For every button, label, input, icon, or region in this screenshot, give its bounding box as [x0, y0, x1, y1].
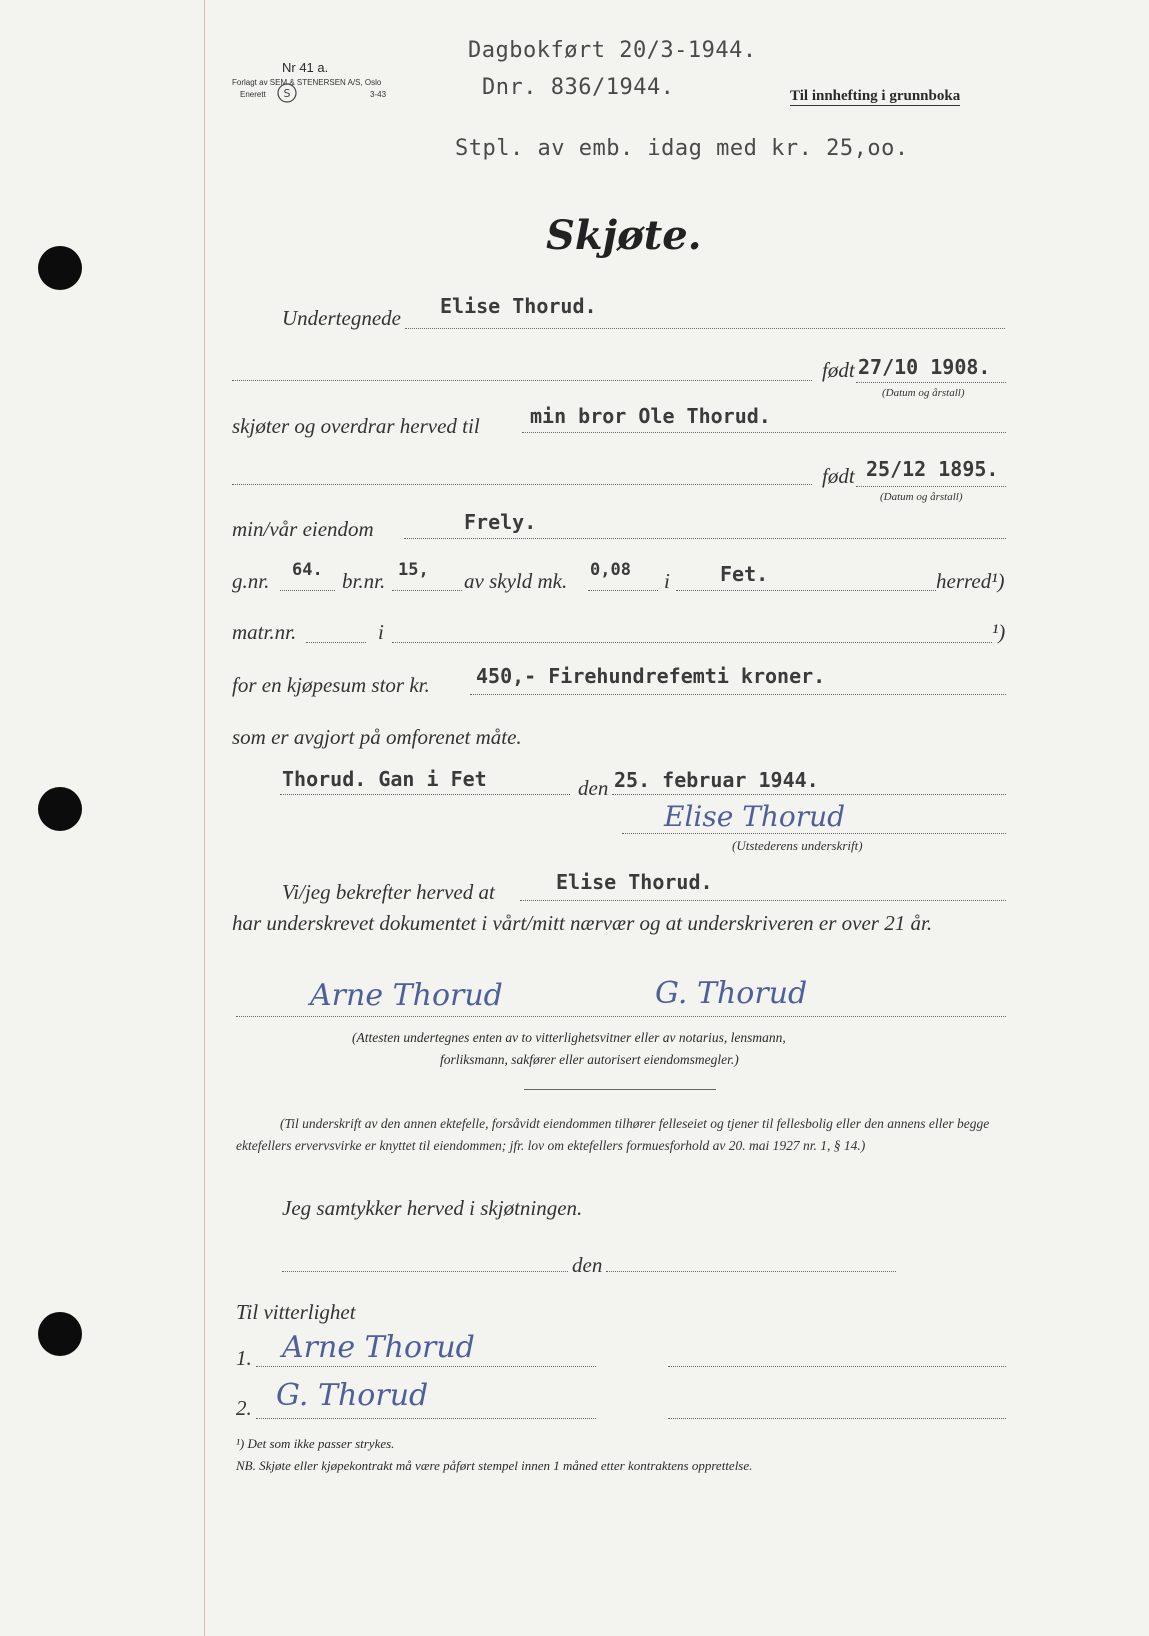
transfer-label: skjøter og overdrar herved til [232, 414, 480, 438]
buyer-birth-lead-line [232, 484, 812, 485]
buyer-line [522, 432, 1006, 433]
issuer-signature: Elise Thorud [664, 800, 846, 833]
confirm-text: har underskrevet dokumentet i vårt/mitt nærvær og at underskriveren er over 21 år. [232, 911, 933, 935]
publisher-enerett: Enerett [240, 90, 266, 99]
confirm-label: Vi/jeg bekrefter herved at [282, 880, 495, 904]
eiendom-label: min/vår eiendom [232, 517, 374, 541]
price-line [470, 694, 1006, 695]
svg-text:S: S [283, 87, 291, 100]
buyer-name: min bror Ole Thorud. [530, 404, 771, 428]
document-title: Skjøte. [546, 212, 702, 259]
consent-place-line [282, 1271, 568, 1272]
skyld-value: 0,08 [590, 560, 631, 580]
witness-note-2: forliksmann, sakfører eller autorisert eiendomsmegler.) [440, 1052, 739, 1067]
publisher-logo-icon [276, 82, 298, 104]
punch-hole-bottom [38, 1312, 82, 1356]
form-number: Nr 41 a. [282, 60, 329, 75]
buyer-datum-hint: (Datum og årstall) [880, 491, 963, 503]
herred-i-label: i [664, 569, 670, 593]
herred-value: Fet. [720, 562, 769, 586]
grunnbok-label: Til innhefting i grunnboka [790, 88, 961, 104]
brnr-value: 15, [398, 560, 429, 580]
vitterlighet-num-1: 1. [236, 1346, 252, 1370]
separator-rule [524, 1089, 716, 1090]
date-line [612, 794, 1006, 795]
gnr-label: g.nr. [232, 569, 270, 593]
price-label: for en kjøpesum stor kr. [232, 673, 430, 697]
matrnr-line [306, 642, 366, 643]
settled-text: som er avgjort på omforenet måte. [232, 725, 522, 749]
eiendom-line [404, 538, 1006, 539]
buyer-birth-date: 25/12 1895. [866, 457, 999, 481]
skyld-label: av skyld mk. [464, 569, 568, 593]
vitterlighet-line-1b [668, 1366, 1006, 1367]
seller-birth-lead-line [232, 380, 812, 381]
footnote-strike: ¹) Det som ikke passer strykes. [236, 1436, 395, 1451]
consent-text: Jeg samtykker herved i skjøtningen. [282, 1196, 583, 1220]
publisher-line: Forlagt av SEM & STENERSEN A/S, Oslo [232, 78, 382, 87]
place-line [280, 794, 570, 795]
confirm-name: Elise Thorud. [556, 870, 713, 894]
vitterlighet-line-1 [256, 1366, 596, 1367]
issuer-signature-line [622, 833, 1006, 834]
footnote-nb: NB. Skjøte eller kjøpekontrakt må være påført stempel innen 1 måned etter kontraktens opprettelse. [236, 1458, 753, 1473]
publisher-date: 3-43 [370, 90, 387, 99]
vitterlighet-num-2: 2. [236, 1396, 252, 1420]
buyer-birth-line [856, 486, 1006, 487]
punch-hole-middle [38, 787, 82, 831]
seller-datum-hint: (Datum og årstall) [882, 387, 965, 399]
witness-signature-1: Arne Thorud [310, 978, 503, 1013]
seller-fodt-label: født [822, 358, 855, 382]
vitterlighet-line-2 [256, 1418, 596, 1419]
witness-signature-line [236, 1016, 1006, 1017]
matrnr-note: ¹) [992, 620, 1006, 644]
skyld-line [588, 590, 658, 591]
matrnr-label: matr.nr. [232, 620, 297, 644]
stamp-dnr: Dnr. 836/1944. [482, 75, 675, 100]
confirm-line [520, 900, 1006, 901]
consent-den-label: den [572, 1253, 603, 1277]
matrnr-i-label: i [378, 620, 384, 644]
undertegnede-label: Undertegnede [282, 306, 401, 330]
gnr-line [280, 590, 335, 591]
herred-label: herred¹) [936, 569, 1005, 593]
brnr-label: br.nr. [342, 569, 386, 593]
price-value: 450,- Firehundrefemti kroner. [476, 664, 826, 688]
vitterlighet-label: Til vitterlighet [236, 1300, 356, 1324]
punch-hole-top [38, 246, 82, 290]
seller-line [405, 328, 1005, 329]
vitterlighet-signature-2: G. Thorud [276, 1378, 429, 1413]
deed-date: 25. februar 1944. [614, 768, 819, 792]
seller-birth-date: 27/10 1908. [858, 355, 991, 379]
date-den-label: den [578, 776, 609, 800]
issuer-hint: (Utstederens underskrift) [732, 838, 863, 853]
witness-signature-2: G. Thorud [655, 976, 808, 1011]
brnr-line [392, 590, 462, 591]
gnr-value: 64. [292, 560, 323, 580]
vitterlighet-signature-1: Arne Thorud [282, 1330, 475, 1365]
eiendom-name: Frely. [464, 510, 537, 534]
witness-note-1: (Attesten undertegnes enten av to vitterlighetsvitner eller av notarius, lensmann, [352, 1030, 786, 1045]
seller-birth-line [856, 382, 1006, 383]
seller-name: Elise Thorud. [440, 294, 597, 318]
consent-date-line [606, 1271, 896, 1272]
spouse-note: (Til underskrift av den annen ektefelle, forsåvidt eiendommen tilhører felleseiet og tjener til fellesbolig eller den annens eller begge ektefellers ervervsvirke er knyttet til eiendommen; jfr. lov om ektefellers formuesforhold av 20. mai 1927 nr. 1, § 14.) [236, 1116, 990, 1153]
margin-line [204, 0, 205, 1636]
vitterlighet-line-2b [668, 1418, 1006, 1419]
stamp-fee: Stpl. av emb. idag med kr. 25,oo. [455, 136, 909, 161]
herred-line [676, 590, 936, 591]
place: Thorud. Gan i Fet [282, 767, 487, 791]
stamp-dagbokfort: Dagbokført 20/3-1944. [468, 38, 757, 63]
matr-herred-line [392, 642, 992, 643]
buyer-fodt-label: født [822, 464, 855, 488]
